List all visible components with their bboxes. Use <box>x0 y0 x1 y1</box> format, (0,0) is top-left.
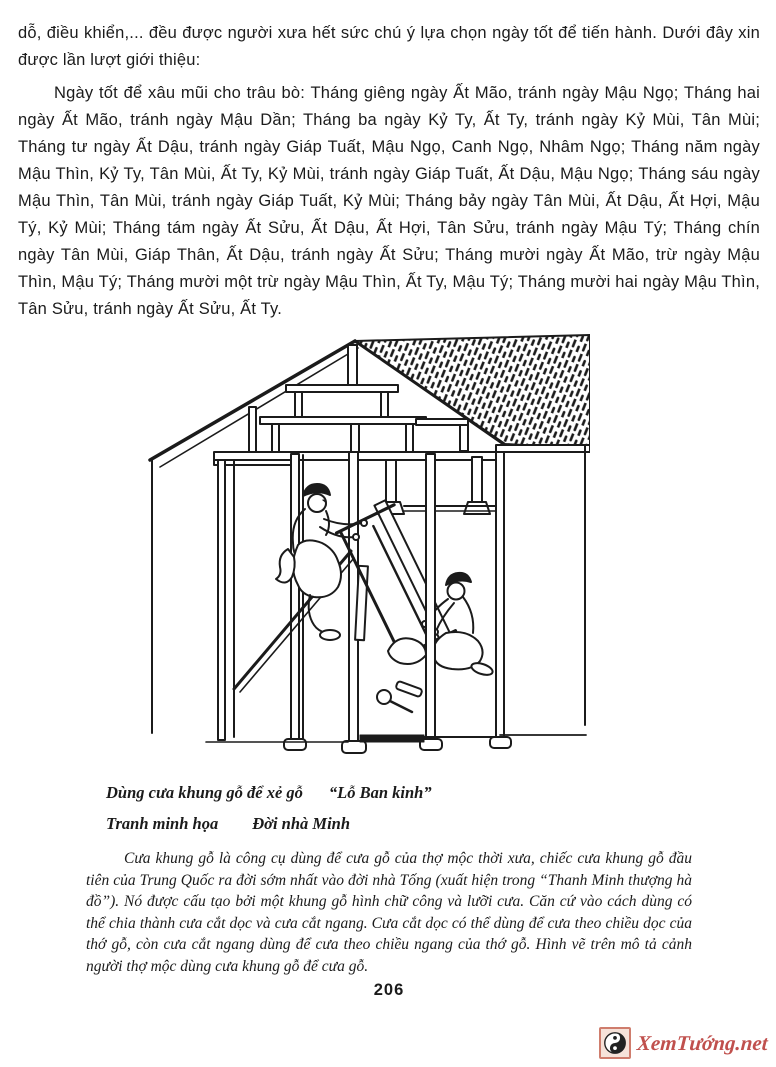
cloth-on-ground <box>388 638 426 664</box>
figure-caption-source: “Lỗ Ban kinh” <box>328 783 432 802</box>
figure-caption-era: Đời nhà Minh <box>252 814 351 833</box>
figure-caption-row-1 <box>106 783 760 814</box>
figure-caption-type: Tranh minh họa <box>106 814 219 833</box>
foreground-post <box>426 454 435 742</box>
yin-yang-icon <box>599 1027 631 1059</box>
figure-caption-title: Dùng cưa khung gỗ để xẻ gỗ <box>106 783 303 802</box>
page-number: 206 <box>373 981 405 999</box>
woodworking-figure <box>148 333 590 773</box>
watermark-site-name: XemTướng.net <box>636 1030 769 1055</box>
watermark <box>599 1027 768 1059</box>
description-paragraph: Cưa khung gỗ là công cụ dùng để cưa gỗ của thợ mộc thời xưa, chiếc cưa khung gỗ đầu tiên của Trung Quốc ra đời sớm nhất vào đời nhà Tống (xuất hiện trong “Thanh Minh thượng hà đồ”). Nó được cấu tạo bởi một khung gỗ hình chữ công và lưỡi cưa. Căn cứ vào cách dùng có thể chia thành cưa cắt dọc và cưa cắt ngang. Cưa cắt dọc có thể dùng để cưa theo chiều dọc của thớ gỗ, còn cưa cắt ngang dùng để cưa theo chiều ngang của thớ gỗ. Hình vẽ trên mô tả cảnh người thợ mộc dùng cưa khung gỗ để cưa gỗ. <box>86 850 692 975</box>
figure-captions <box>106 783 760 845</box>
auspicious-days-paragraph: Ngày tốt để xâu mũi cho trâu bò: Tháng giêng ngày Ất Mão, tránh ngày Mậu Ngọ; Tháng hai ngày Ất Mão, tránh ngày Mậu Dần; Tháng ba ngày Kỷ Ty, Ất Ty, tránh ngày Kỷ Mùi, Tân Mùi; Tháng tư ngày Ất Dậu, tránh ngày Giáp Tuất, Mậu Ngọ, Canh Ngọ, Nhâm Ngọ; Tháng năm ngày Mậu Thìn, Kỷ Ty, Tân Mùi, Ất Ty, Kỷ Mùi, tránh ngày Giáp Tuất, Ất Dậu, Mậu Ngọ; Tháng sáu ngày Mậu Thìn, Tân Mùi, tránh ngày Giáp Tuất, Kỷ Mùi; Tháng bảy ngày Tân Mùi, Ất Dậu, Ất Hợi, Mậu Tý, Kỷ Mùi; Tháng tám ngày Ất Sửu, Ất Dậu, Ất Hợi, Tân Sửu, tránh ngày Mậu Tý; Tháng chín ngày Tân Mùi, Giáp Thân, Ất Dậu, tránh ngày Ất Sửu; Tháng mười ngày Ất Mão, trừ ngày Mậu Thìn, Mậu Tý; Tháng mười một trừ ngày Mậu Thìn, Ất Ty, Mậu Tý; Tháng mười hai ngày Mậu Thìn, Tân Sửu, tránh ngày Ất Sửu, Ất Ty. <box>18 84 760 318</box>
frame-saw-illustration-image <box>148 333 590 773</box>
figure-caption-row-2 <box>106 814 760 845</box>
ground-lines <box>206 735 586 742</box>
tools <box>377 681 423 712</box>
intro-paragraph: dỗ, điều khiển,... đều được người xưa hết sức chú ý lựa chọn ngày tốt để tiến hành. Dưới đây xin được lần lượt giới thiệu: <box>18 24 760 69</box>
